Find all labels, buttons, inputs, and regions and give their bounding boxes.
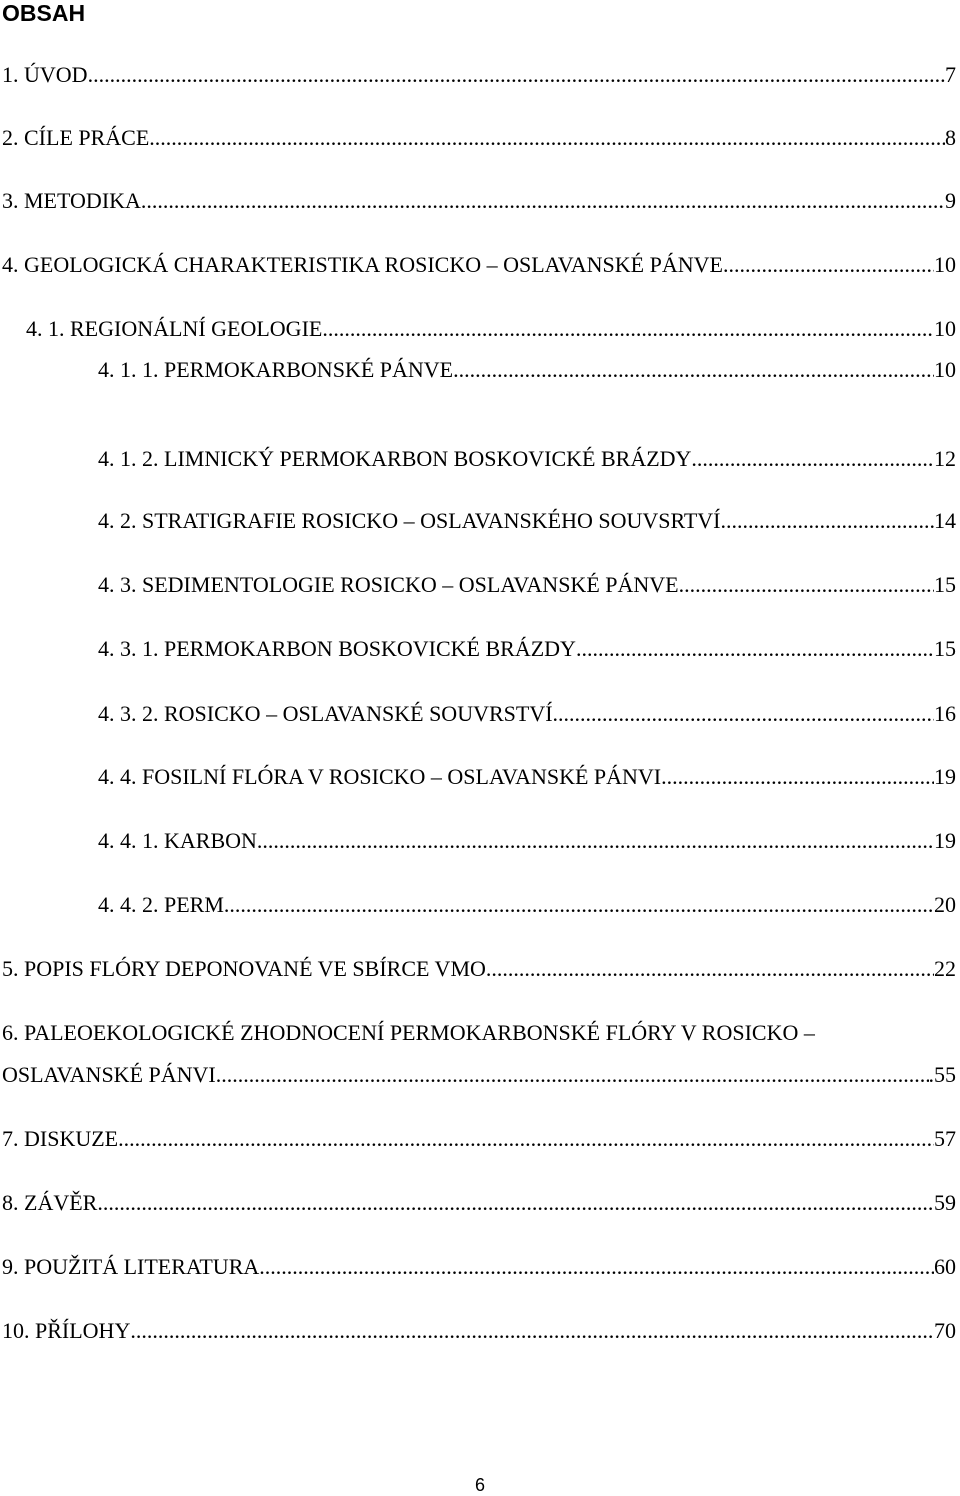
toc-entry[interactable]: [2, 1318, 956, 1344]
toc-entry[interactable]: [2, 252, 956, 278]
toc-entry[interactable]: [98, 446, 956, 472]
toc-leader-dots: [322, 316, 934, 342]
toc-leader-dots: [661, 764, 934, 790]
toc-leader-dots: [141, 188, 945, 214]
toc-entry-label: 4. 3. 2. ROSICKO – OSLAVANSKÉ SOUVRSTVÍ: [98, 701, 553, 726]
toc-entry-label: 6. PALEOEKOLOGICKÉ ZHODNOCENÍ PERMOKARBONSKÉ FLÓRY V ROSICKO –: [2, 1020, 815, 1045]
toc-leader-dots: [118, 1126, 934, 1152]
toc-leader-dots: [224, 892, 934, 918]
toc-leader-dots: [97, 1190, 934, 1216]
toc-entry-label: 4. 3. SEDIMENTOLOGIE ROSICKO – OSLAVANSKÉ PÁNVE: [98, 572, 679, 597]
toc-entry-label: 5. POPIS FLÓRY DEPONOVANÉ VE SBÍRCE VMO: [2, 956, 486, 981]
toc-entry-page: 15: [934, 636, 956, 661]
toc-entry-label: 3. METODIKA: [2, 188, 141, 213]
toc-entry[interactable]: [98, 508, 956, 534]
toc-entry[interactable]: [2, 62, 956, 88]
toc-entry[interactable]: [98, 636, 956, 662]
toc-entry-page: 19: [934, 828, 956, 853]
toc-entry-label: 4. GEOLOGICKÁ CHARAKTERISTIKA ROSICKO – OSLAVANSKÉ PÁNVE: [2, 252, 723, 277]
toc-entry[interactable]: [98, 764, 956, 790]
toc-entry[interactable]: [2, 1062, 956, 1088]
toc-entry[interactable]: [2, 1020, 956, 1046]
toc-entry[interactable]: [26, 316, 956, 342]
toc-leader-dots: [453, 357, 934, 383]
toc-entry[interactable]: [2, 125, 956, 151]
toc-entry[interactable]: [2, 1190, 956, 1216]
toc-entry[interactable]: [98, 357, 956, 383]
toc-leader-dots: [723, 252, 934, 278]
toc-entry-page: 10: [934, 252, 956, 277]
toc-leader-dots: [88, 62, 945, 88]
toc-entry-label: 4. 1. 2. LIMNICKÝ PERMOKARBON BOSKOVICKÉ BRÁZDY: [98, 446, 692, 471]
page-number: 6: [474, 1475, 485, 1495]
toc-entry-label: 4. 1. REGIONÁLNÍ GEOLOGIE: [26, 316, 323, 341]
toc-heading: OBSAH: [2, 0, 86, 26]
toc-leader-dots: [130, 1318, 934, 1344]
toc-entry-page: 12: [934, 446, 956, 471]
toc-entry[interactable]: [2, 956, 956, 982]
toc-entry-page: 10: [934, 316, 956, 341]
toc-entry-page: 60: [934, 1254, 956, 1279]
toc-entry[interactable]: [98, 572, 956, 598]
toc-entry-page: 14: [934, 508, 956, 533]
toc-entry-label: OSLAVANSKÉ PÁNVI: [2, 1062, 216, 1087]
toc-leader-dots: [679, 572, 934, 598]
toc-entry-page: 8: [945, 125, 956, 150]
toc-entry[interactable]: [98, 701, 956, 727]
toc-entry-page: 19: [934, 764, 956, 789]
toc-leader-dots: [486, 956, 934, 982]
toc-entry-label: 8. ZÁVĚR: [2, 1190, 98, 1215]
toc-entry-page: 22: [934, 956, 956, 981]
toc-entry-page: 16: [934, 701, 956, 726]
toc-entry-label: 4. 1. 1. PERMOKARBONSKÉ PÁNVE: [98, 357, 454, 382]
toc-entry-label: 1. ÚVOD: [2, 62, 88, 87]
toc-entry[interactable]: [98, 892, 956, 918]
toc-entry-page: 57: [934, 1126, 956, 1151]
toc-entry-page: .55: [928, 1062, 956, 1087]
toc-leader-dots: [149, 125, 945, 151]
toc-entry-page: 10: [934, 357, 956, 382]
toc-entry-label: 9. POUŽITÁ LITERATURA: [2, 1254, 260, 1279]
toc-entry-label: 10. PŘÍLOHY: [2, 1318, 131, 1343]
toc-entry-page: 20: [934, 892, 956, 917]
toc-leader-dots: [721, 508, 935, 534]
toc-leader-dots: [216, 1062, 929, 1088]
toc-entry-page: 9: [945, 188, 956, 213]
toc-entry[interactable]: [2, 1254, 956, 1280]
toc-entry-label: 4. 4. 1. KARBON: [98, 828, 257, 853]
toc-entry-page: 70: [934, 1318, 956, 1343]
toc-entry-page: 7: [945, 62, 956, 87]
toc-leader-dots: [553, 701, 934, 727]
toc-leader-dots: [576, 636, 934, 662]
toc-leader-dots: [259, 1254, 934, 1280]
toc-leader-dots: [257, 828, 934, 854]
toc-entry[interactable]: [2, 188, 956, 214]
toc-entry-page: 15: [934, 572, 956, 597]
toc-entry-label: 4. 3. 1. PERMOKARBON BOSKOVICKÉ BRÁZDY: [98, 636, 576, 661]
toc-entry-label: 2. CÍLE PRÁCE: [2, 125, 150, 150]
toc-entry-label: 4. 2. STRATIGRAFIE ROSICKO – OSLAVANSKÉHO SOUVSRTVÍ: [98, 508, 721, 533]
toc-entry-page: 59: [934, 1190, 956, 1215]
toc-entry-label: 4. 4. FOSILNÍ FLÓRA V ROSICKO – OSLAVANSKÉ PÁNVI: [98, 764, 662, 789]
toc-entry[interactable]: [2, 1126, 956, 1152]
toc-entry-label: 4. 4. 2. PERM: [98, 892, 224, 917]
toc-leader-dots: [691, 446, 934, 472]
toc-entry[interactable]: [98, 828, 956, 854]
toc-entry-label: 7. DISKUZE: [2, 1126, 119, 1151]
